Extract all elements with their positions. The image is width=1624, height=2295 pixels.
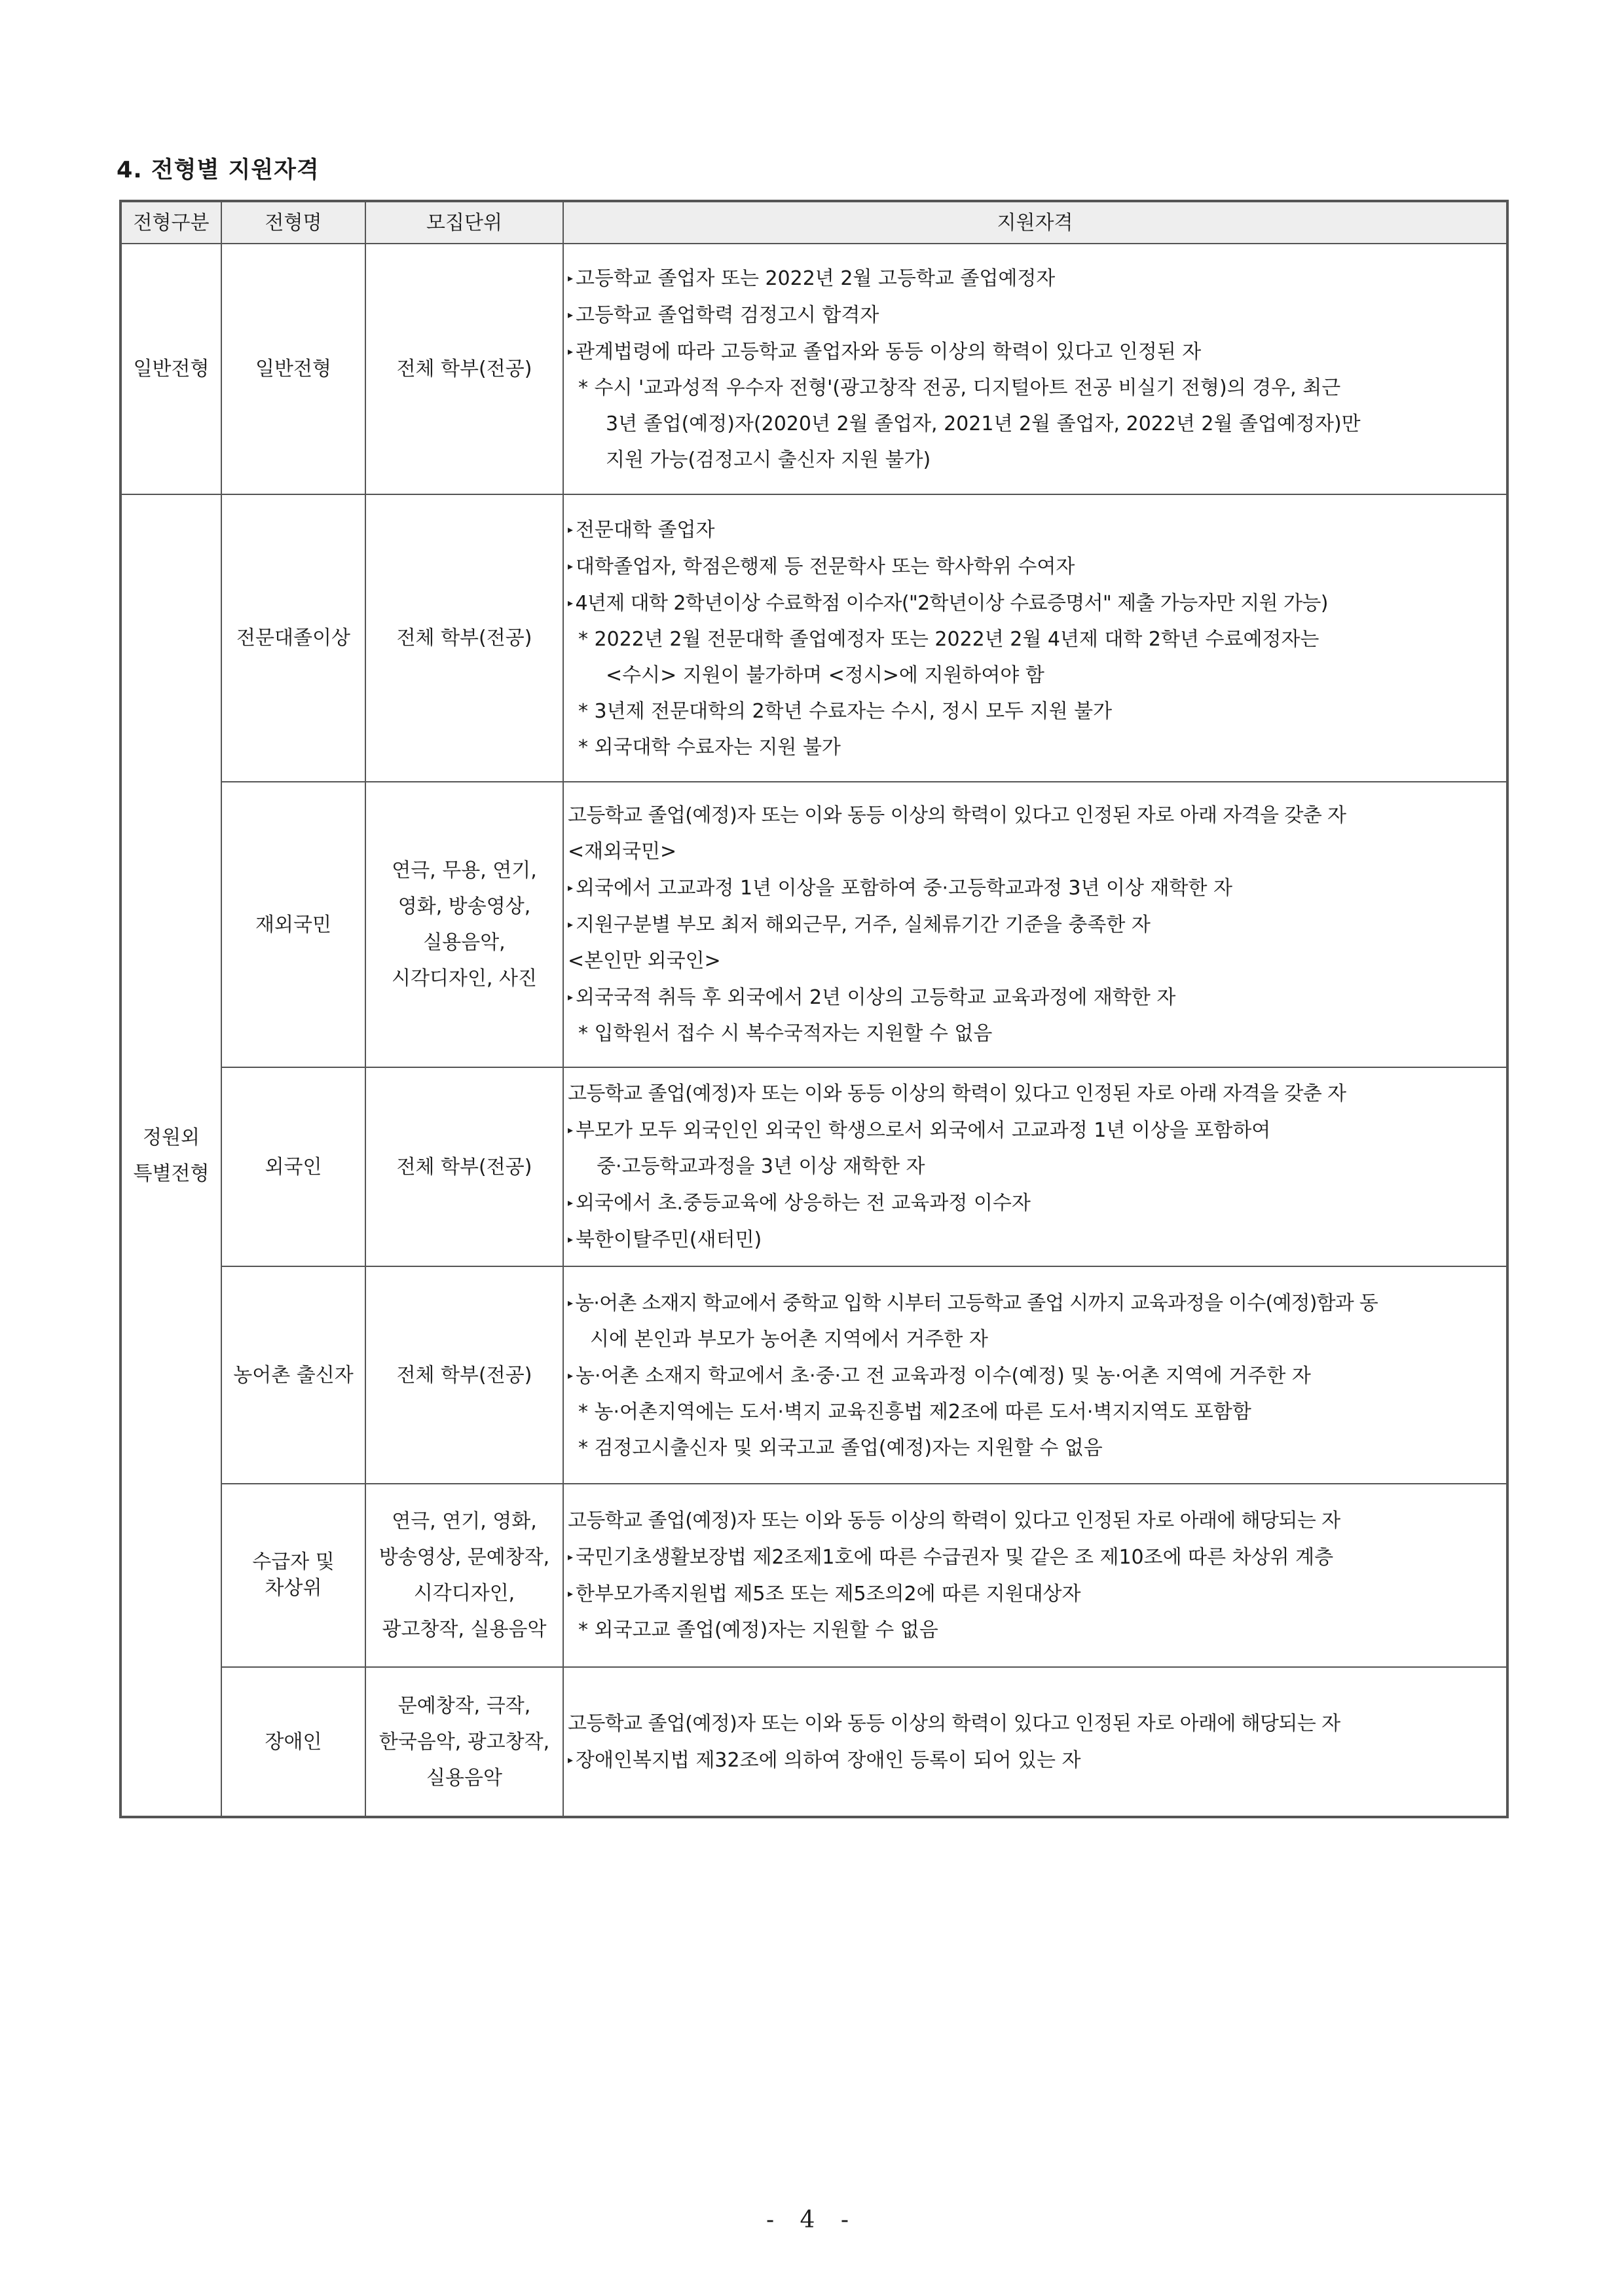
table-row	[120, 1266, 1507, 1484]
note-line: * 2022년 2월 전문대학 졸업예정자 또는 2022년 2월 4년제 대학 2학년 수료예정자는	[578, 627, 1320, 651]
qualification-line: ▸ 4년제 대학 2학년이상 수료학점 이수자("2학년이상 수료증명서" 제출 가능자만 지원 가능)	[568, 585, 1506, 621]
qualification-line: <재외국민>	[568, 840, 677, 863]
qualification-line: ▸ 북한이탈주민(새터민)	[568, 1221, 1506, 1258]
unit-line: 영화, 방송영상,	[397, 895, 531, 918]
category-cell	[120, 494, 221, 1817]
type-name-cell: 장애인	[221, 1667, 365, 1817]
qualification-cell	[563, 494, 1507, 782]
qualification-line: ▸ 국민기초생활보장법 제2조제1호에 따른 수급권자 및 같은 조 제10조에 따른 차상위 계층	[568, 1539, 1506, 1575]
unit-line: 연극, 연기, 영화,	[392, 1510, 537, 1533]
category-cell: 일반전형	[120, 244, 221, 494]
note-line: * 외국대학 수료자는 지원 불가	[578, 735, 841, 759]
note-line: * 3년제 전문대학의 2학년 수료자는 수시, 정시 모두 지원 불가	[578, 699, 1113, 723]
qualification-line: 중·고등학교과정을 3년 이상 재학한 자	[597, 1155, 925, 1178]
qualification-line: ▸ 고등학교 졸업자 또는 2022년 2월 고등학교 졸업예정자	[568, 260, 1506, 297]
type-name-line: 수급자 및	[252, 1551, 335, 1573]
table-row	[120, 1667, 1507, 1817]
table-row	[120, 244, 1507, 494]
category-label: 정원외 특별전형	[133, 1126, 210, 1185]
type-name-cell: 일반전형	[221, 244, 365, 494]
type-name-cell: 외국인	[221, 1067, 365, 1266]
qualification-line: ▸ 전문대학 졸업자	[568, 511, 1506, 548]
note-line: * 검정고시출신자 및 외국고교 졸업(예정)자는 지원할 수 없음	[578, 1436, 1103, 1460]
qualification-line: 고등학교 졸업(예정)자 또는 이와 동등 이상의 학력이 있다고 인정된 자로 아래 자격을 갖춘 자	[568, 804, 1346, 827]
qualification-line: 고등학교 졸업(예정)자 또는 이와 동등 이상의 학력이 있다고 인정된 자로 아래 자격을 갖춘 자	[568, 1082, 1346, 1105]
note-line: * 농·어촌지역에는 도서·벽지 교육진흥법 제2조에 따른 도서·벽지지역도 포함함	[578, 1400, 1251, 1423]
unit-line: 실용음악	[426, 1766, 502, 1790]
table-row	[120, 782, 1507, 1067]
unit-line: 시각디자인, 사진	[392, 967, 537, 990]
table-row	[120, 494, 1507, 782]
type-name-cell: 전문대졸이상	[221, 494, 365, 782]
table-header-row	[120, 201, 1507, 244]
qualification-line: ▸ 외국에서 고교과정 1년 이상을 포함하여 중·고등학교과정 3년 이상 재학한 자	[568, 870, 1506, 906]
unit-line: 시각디자인,	[413, 1582, 515, 1605]
unit-cell: 전체 학부(전공)	[365, 494, 563, 782]
unit-cell: 전체 학부(전공)	[365, 244, 563, 494]
note-line: * 수시 '교과성적 우수자 전형'(광고창작 전공, 디지털아트 전공 비실기 전형)의 경우, 최근	[578, 376, 1341, 399]
note-line: <수시> 지원이 불가하며 <정시>에 지원하여야 함	[606, 663, 1044, 687]
qualification-line: ▸ 부모가 모두 외국인인 외국인 학생으로서 외국에서 고교과정 1년 이상을 포함하여	[568, 1112, 1506, 1148]
qualification-line: ▸ 지원구분별 부모 최저 해외근무, 거주, 실체류기간 기준을 충족한 자	[568, 906, 1506, 943]
qualification-line: ▸ 한부모가족지원법 제5조 또는 제5조의2에 따른 지원대상자	[568, 1575, 1506, 1612]
qualification-line: 고등학교 졸업(예정)자 또는 이와 동등 이상의 학력이 있다고 인정된 자로 아래에 해당되는 자	[568, 1509, 1340, 1532]
unit-line: 연극, 무용, 연기,	[392, 859, 537, 882]
unit-cell: 전체 학부(전공)	[365, 1067, 563, 1266]
unit-line: 한국음악, 광고창작,	[378, 1730, 550, 1753]
unit-cell	[365, 1484, 563, 1667]
qualification-line: ▸ 고등학교 졸업학력 검정고시 합격자	[568, 297, 1506, 333]
unit-cell: 전체 학부(전공)	[365, 1266, 563, 1484]
qualification-line: ▸ 외국에서 초.중등교육에 상응하는 전 교육과정 이수자	[568, 1184, 1506, 1221]
unit-line: 문예창작, 극작,	[397, 1694, 531, 1717]
unit-cell	[365, 782, 563, 1067]
type-name-cell	[221, 1484, 365, 1667]
header-type-name: 전형명	[221, 201, 365, 244]
qualification-line: ▸ 농·어촌 소재지 학교에서 초·중·고 전 교육과정 이수(예정) 및 농·어촌 지역에 거주한 자	[568, 1357, 1506, 1394]
page-title: 4. 전형별 지원자격	[117, 157, 320, 183]
type-name-line: 차상위	[265, 1577, 322, 1600]
qualification-line: ▸ 관계법령에 따라 고등학교 졸업자와 동등 이상의 학력이 있다고 인정된 자	[568, 333, 1506, 370]
qualification-line: ▸ 농·어촌 소재지 학교에서 중학교 입학 시부터 고등학교 졸업 시까지 교육과정을 이수(예정)함과 동	[568, 1285, 1506, 1321]
qualification-line: ▸ 장애인복지법 제32조에 의하여 장애인 등록이 되어 있는 자	[568, 1742, 1506, 1778]
type-name-cell: 재외국민	[221, 782, 365, 1067]
table-row	[120, 1484, 1507, 1667]
header-qualification: 지원자격	[563, 201, 1507, 244]
note-line: * 외국고교 졸업(예정)자는 지원할 수 없음	[578, 1619, 938, 1642]
header-unit: 모집단위	[365, 201, 563, 244]
table-row	[120, 1067, 1507, 1266]
qualification-cell	[563, 1667, 1507, 1817]
qualification-table	[119, 200, 1509, 1818]
qualification-line: <본인만 외국인>	[568, 949, 721, 972]
header-category: 전형구분	[120, 201, 221, 244]
type-name-cell: 농어촌 출신자	[221, 1266, 365, 1484]
qualification-line: 시에 본인과 부모가 농어촌 지역에서 거주한 자	[590, 1327, 988, 1351]
qualification-cell	[563, 1484, 1507, 1667]
page-number: - 4 -	[766, 2207, 858, 2233]
qualification-cell	[563, 244, 1507, 494]
qualification-line: 고등학교 졸업(예정)자 또는 이와 동등 이상의 학력이 있다고 인정된 자로 아래에 해당되는 자	[568, 1712, 1340, 1735]
unit-line: 실용음악,	[423, 931, 506, 954]
qualification-line: ▸ 외국국적 취득 후 외국에서 2년 이상의 고등학교 교육과정에 재학한 자	[568, 979, 1506, 1016]
unit-line: 광고창작, 실용음악	[382, 1618, 547, 1641]
note-line: 3년 졸업(예정)자(2020년 2월 졸업자, 2021년 2월 졸업자, 2022년 2월 졸업예정자)만	[606, 413, 1361, 435]
unit-line: 방송영상, 문예창작,	[378, 1546, 550, 1569]
unit-cell	[365, 1667, 563, 1817]
qualification-cell	[563, 1067, 1507, 1266]
note-line: * 입학원서 접수 시 복수국적자는 지원할 수 없음	[578, 1022, 993, 1045]
note-line: 지원 가능(검정고시 출신자 지원 불가)	[606, 449, 931, 471]
qualification-cell	[563, 782, 1507, 1067]
qualification-line: ▸ 대학졸업자, 학점은행제 등 전문학사 또는 학사학위 수여자	[568, 548, 1506, 585]
qualification-cell	[563, 1266, 1507, 1484]
